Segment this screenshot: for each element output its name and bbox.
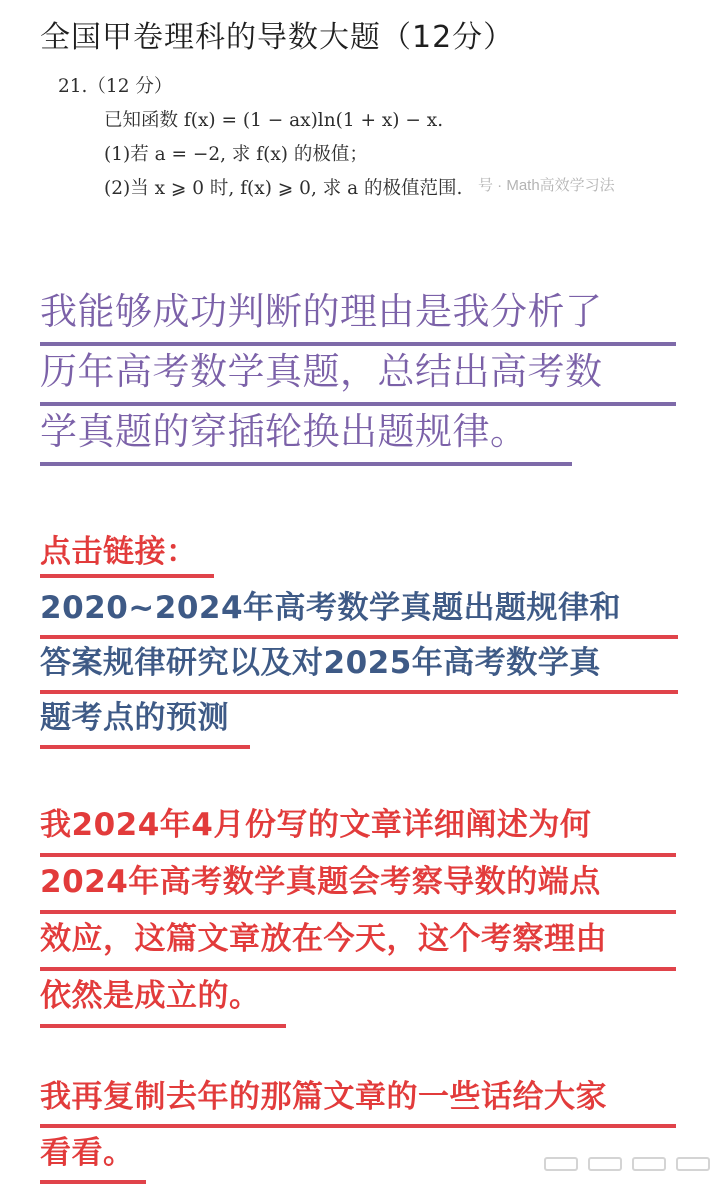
- article-description-line: 我2024年4月份写的文章详细阐述为何: [40, 800, 607, 857]
- problem-part-2: (2)当 x ⩾ 0 时, f(x) ⩾ 0, 求 a 的极值范围.: [104, 178, 463, 199]
- article-link-line[interactable]: 2020~2024年高考数学真题出题规律和: [40, 584, 621, 639]
- article-link-line[interactable]: 题考点的预测: [40, 694, 621, 749]
- closing-line: 我再复制去年的那篇文章的一些话给大家: [40, 1072, 607, 1128]
- problem-image: [40, 64, 690, 214]
- page-title: 全国甲卷理科的导数大题（12分）: [40, 20, 515, 55]
- article-description-line: 依然是成立的。: [40, 971, 607, 1028]
- more-options-button[interactable]: [508, 1146, 720, 1182]
- placeholder-icon: [588, 1157, 622, 1171]
- reason-line: 历年高考数学真题，总结出高考数: [40, 346, 603, 406]
- link-heading: [40, 530, 198, 578]
- reason-line: 我能够成功判断的理由是我分析了: [40, 286, 603, 346]
- watermark: 号 · Math高效学习法: [478, 177, 615, 194]
- closing-line: 看看。: [40, 1128, 607, 1184]
- problem-part-1: (1)若 a = −2, 求 f(x) 的极值；: [104, 144, 368, 165]
- reason-line: 学真题的穿插轮换出题规律。: [40, 406, 603, 466]
- placeholder-icon: [632, 1157, 666, 1171]
- article-description-paragraph: [40, 800, 607, 1028]
- article-link-line[interactable]: 答案规律研究以及对2025年高考数学真: [40, 639, 621, 694]
- article-link[interactable]: [40, 584, 621, 749]
- problem-statement: 已知函数 f(x) = (1 − ax)ln(1 + x) − x.: [104, 110, 444, 131]
- link-heading-text: 点击链接：: [40, 530, 198, 578]
- placeholder-icon: [544, 1157, 578, 1171]
- article-description-line: 效应，这篇文章放在今天，这个考察理由: [40, 914, 607, 971]
- placeholder-icon: [676, 1157, 710, 1171]
- reason-paragraph: [40, 286, 603, 466]
- problem-number: 21.（12 分）: [58, 76, 173, 97]
- article-description-line: 2024年高考数学真题会考察导数的端点: [40, 857, 607, 914]
